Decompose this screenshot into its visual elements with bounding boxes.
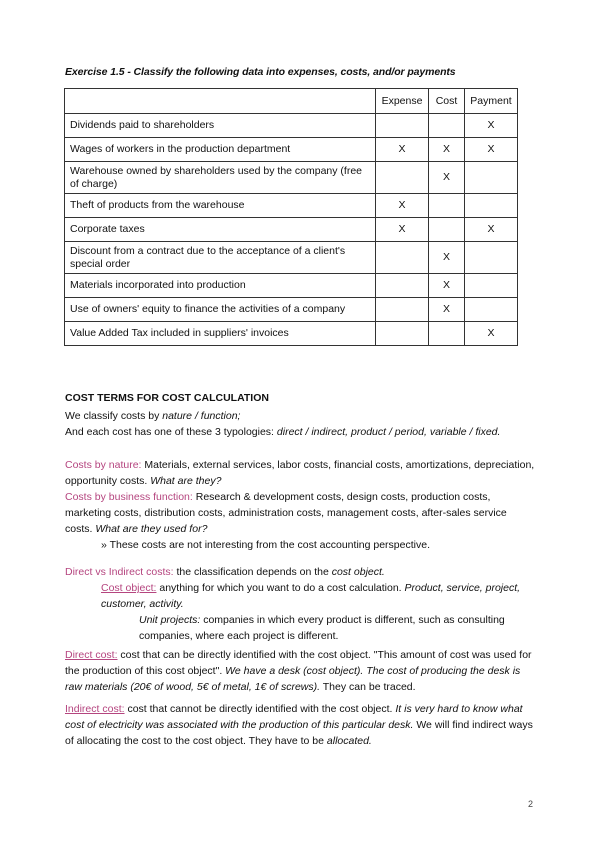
direct-vs-indirect-section [65, 564, 535, 644]
table-row [65, 138, 518, 162]
cost-object-definition [65, 580, 535, 612]
row-expense-cell: X [376, 218, 429, 242]
row-expense-cell [376, 274, 429, 298]
cost-terms-section [65, 390, 535, 440]
classification-table [64, 88, 518, 346]
row-expense-cell: X [376, 194, 429, 218]
row-cost-cell: X [429, 274, 465, 298]
row-item-cell: Warehouse owned by shareholders used by the company (free of charge) [65, 162, 376, 194]
header-item [65, 89, 376, 114]
row-cost-cell: X [429, 242, 465, 274]
row-expense-cell [376, 298, 429, 322]
row-cost-cell [429, 194, 465, 218]
row-expense-cell [376, 162, 429, 194]
classify-line [65, 408, 535, 424]
header-expense: Expense [376, 89, 429, 114]
direct-vs-indirect-label: Direct vs Indirect costs: [65, 566, 174, 578]
row-payment-cell: X [464, 322, 517, 346]
indirect-cost-section [65, 701, 535, 749]
direct-vs-indirect-line [65, 564, 535, 580]
row-item-cell: Dividends paid to shareholders [65, 114, 376, 138]
table-row [65, 114, 518, 138]
direct-cost-section [65, 647, 535, 695]
typologies-line [65, 424, 535, 440]
row-cost-cell [429, 114, 465, 138]
row-item-cell: Materials incorporated into production [65, 274, 376, 298]
typologies-italic: direct / indirect, product / period, variable / fixed. [276, 426, 501, 438]
row-payment-cell [464, 162, 517, 194]
row-payment-cell: X [464, 138, 517, 162]
costs-by-function-question: What are they used for? [95, 523, 208, 535]
table-row [65, 242, 518, 274]
costs-by-nature-text: Materials, external services, labor costs, financial costs, amortizations, depreciation, opportunity costs. [65, 459, 535, 487]
table-row [65, 274, 518, 298]
indirect-cost-example: It is very hard to know what cost of electricity was associated with the production of this particular desk. [65, 703, 523, 731]
cost-object-text: anything for which you want to do a cost calculation. [156, 582, 405, 594]
row-cost-cell [429, 322, 465, 346]
direct-cost-example: We have a desk (cost object). The cost of producing the desk is raw materials (20€ of wood, 5€ of metal, 1€ of screws). [65, 665, 521, 693]
row-payment-cell: X [464, 218, 517, 242]
costs-by-nature [65, 457, 535, 489]
table-row [65, 322, 518, 346]
exercise-title: Exercise 1.5 - Classify the following data into expenses, costs, and/or payments [65, 66, 456, 78]
row-item-cell: Value Added Tax included in suppliers' invoices [65, 322, 376, 346]
indirect-cost-tail: We will find indirect ways of allocating the cost to the cost object. They have to be [65, 719, 533, 747]
row-expense-cell: X [376, 138, 429, 162]
table-row [65, 162, 518, 194]
costs-classification-section [65, 457, 535, 553]
row-payment-cell [464, 194, 517, 218]
classify-prefix: We classify costs by [65, 410, 163, 422]
row-expense-cell [376, 114, 429, 138]
indirect-cost-label: Indirect cost: [65, 703, 125, 715]
direct-cost-label: Direct cost: [65, 649, 118, 661]
table-row [65, 194, 518, 218]
row-cost-cell: X [429, 162, 465, 194]
indirect-cost-tail-italic: allocated. [326, 735, 372, 747]
row-payment-cell [464, 274, 517, 298]
table-header-row [65, 89, 518, 114]
indirect-cost-text: cost that cannot be directly identified with the cost object. [124, 703, 396, 715]
row-cost-cell: X [429, 298, 465, 322]
classify-italic: nature / function; [162, 410, 241, 422]
row-cost-cell: X [429, 138, 465, 162]
row-payment-cell [464, 242, 517, 274]
page-number: 2 [528, 799, 534, 809]
table-row [65, 218, 518, 242]
costs-by-nature-label: Costs by nature: [65, 459, 142, 471]
costs-by-function-label: Costs by business function: [65, 491, 193, 503]
row-item-cell: Wages of workers in the production department [65, 138, 376, 162]
direct-vs-indirect-italic: cost object. [331, 566, 385, 578]
row-item-cell: Use of owners' equity to finance the activities of a company [65, 298, 376, 322]
typologies-prefix: And each cost has one of these 3 typologies: [65, 426, 277, 438]
row-payment-cell: X [464, 114, 517, 138]
unit-projects-text: companies in which every product is different, such as consulting companies, where each project is different. [139, 614, 505, 642]
costs-by-function-text: Research & development costs, design costs, production costs, marketing costs, distribution costs, administration costs, management costs, after-sales service costs. [65, 491, 507, 535]
row-payment-cell [464, 298, 517, 322]
direct-cost-text: cost that can be directly identified with the cost object. "This amount of cost was used for the production of this cost object". [65, 649, 532, 677]
row-item-cell: Theft of products from the warehouse [65, 194, 376, 218]
cost-object-italic: Product, service, project, customer, activity. [101, 582, 521, 610]
header-cost: Cost [429, 89, 465, 114]
direct-cost-tail: They can be traced. [320, 681, 416, 693]
costs-by-nature-question: What are they? [150, 475, 222, 487]
row-expense-cell [376, 322, 429, 346]
costs-by-function [65, 489, 535, 537]
unit-projects-label: Unit projects: [139, 614, 201, 626]
section-heading: COST TERMS FOR COST CALCULATION [65, 392, 269, 404]
cost-object-label: Cost object: [101, 582, 157, 594]
table-body [65, 114, 518, 346]
direct-vs-indirect-text: the classification depends on the [173, 566, 332, 578]
costs-note: » These costs are not interesting from the cost accounting perspective. [101, 539, 430, 551]
table-row [65, 298, 518, 322]
header-payment: Payment [464, 89, 517, 114]
row-expense-cell [376, 242, 429, 274]
row-item-cell: Discount from a contract due to the acceptance of a client's special order [65, 242, 376, 274]
row-cost-cell [429, 218, 465, 242]
unit-projects-definition [65, 612, 535, 644]
row-item-cell: Corporate taxes [65, 218, 376, 242]
